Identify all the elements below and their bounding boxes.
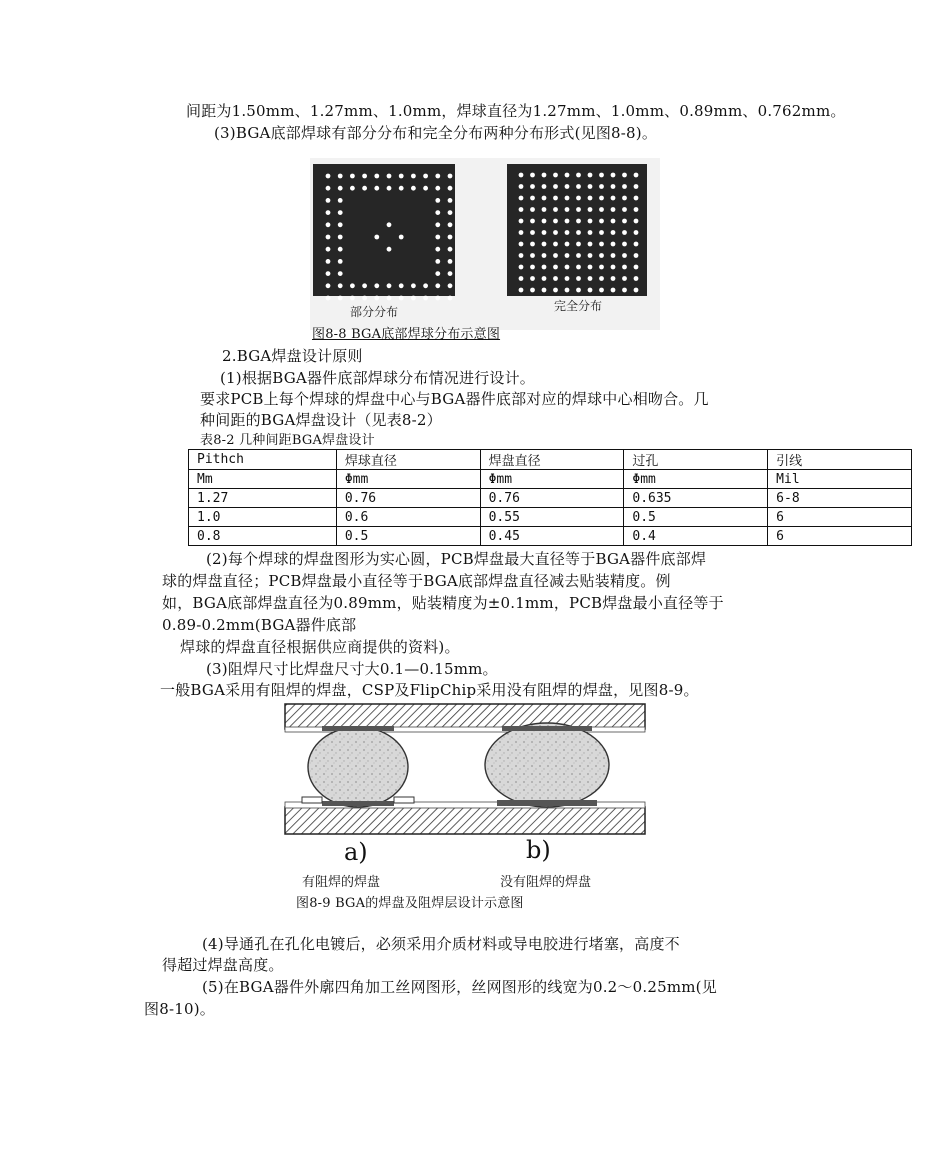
table-cell: Φmm	[336, 470, 480, 489]
solder-ball-dot	[435, 210, 440, 215]
text-line-8: 球的焊盘直径；PCB焊盘最小直径等于BGA底部焊盘直径减去贴装精度。例	[162, 572, 671, 590]
solder-ball-dot	[530, 196, 535, 201]
label-full: 完全分布	[554, 299, 603, 313]
solder-ball-dot	[542, 196, 547, 201]
solder-ball-dot	[387, 247, 392, 252]
solder-ball-dot	[599, 276, 604, 281]
solder-ball-dot	[519, 242, 524, 247]
text-line-17: 图8-10)。	[144, 1000, 215, 1018]
solder-ball-dot	[576, 173, 581, 178]
solder-ball-dot	[634, 230, 639, 235]
solder-ball-dot	[611, 276, 616, 281]
solder-ball-dot	[622, 184, 627, 189]
solder-ball-dot	[387, 283, 392, 288]
solder-ball-dot	[542, 253, 547, 258]
solder-ball-dot	[553, 196, 558, 201]
table-cell: 0.4	[624, 527, 768, 546]
solder-ball-dot	[565, 242, 570, 247]
solder-ball-dot	[542, 173, 547, 178]
table-cell: 0.6	[336, 508, 480, 527]
solder-ball-dot	[576, 265, 581, 270]
solder-ball-dot	[588, 288, 593, 293]
table-row	[189, 450, 912, 470]
bottom-board	[285, 807, 645, 834]
text-line-13: 一般BGA采用有阻焊的焊盘，CSP及FlipChip采用没有阻焊的焊盘，见图8-9。	[160, 681, 699, 699]
solder-ball-dot	[435, 296, 440, 301]
solder-ball-dot	[576, 242, 581, 247]
table-cell: Pithch	[189, 450, 337, 470]
text-line-11: 焊球的焊盘直径根据供应商提供的资料)。	[180, 638, 460, 656]
solder-ball-dot	[374, 235, 379, 240]
solder-ball-dot	[553, 288, 558, 293]
solder-ball-dot	[448, 283, 453, 288]
solder-ball-dot	[448, 186, 453, 191]
solder-ball-dot	[362, 174, 367, 179]
pad-b-bottom	[497, 800, 597, 806]
solder-ball-dot	[411, 296, 416, 301]
solder-ball-dot	[530, 207, 535, 212]
pad-a-top	[322, 726, 394, 731]
table-cell: Mil	[768, 470, 912, 489]
table-cell: Φmm	[624, 470, 768, 489]
table-cell: 6	[768, 508, 912, 527]
solder-ball-dot	[519, 265, 524, 270]
table-row	[189, 527, 912, 546]
solder-ball-dot	[542, 230, 547, 235]
figure-8-8-caption: 图8-8 BGA底部焊球分布示意图	[312, 327, 501, 342]
table-cell: 焊盘直径	[480, 450, 624, 470]
text-line-4: (1)根据BGA器件底部焊球分布情况进行设计。	[220, 369, 535, 387]
table-cell: Mm	[189, 470, 337, 489]
solder-ball-dot	[338, 259, 343, 264]
solder-ball-dot	[326, 186, 331, 191]
solder-ball-dot	[611, 265, 616, 270]
solder-ball-dot	[576, 276, 581, 281]
solder-ball-dot	[338, 247, 343, 252]
solder-ball-dot	[448, 235, 453, 240]
solder-ball-dot	[553, 276, 558, 281]
solder-ball-dot	[576, 196, 581, 201]
table-row	[189, 470, 912, 489]
solder-ball-dot	[553, 219, 558, 224]
solder-ball-a	[308, 727, 408, 807]
solder-ball-dot	[530, 242, 535, 247]
solder-ball-dot	[565, 288, 570, 293]
solder-ball-dot	[519, 196, 524, 201]
solder-ball-dot	[588, 173, 593, 178]
solder-ball-dot	[576, 230, 581, 235]
text-line-16: (5)在BGA器件外廓四角加工丝网图形，丝网图形的线宽为0.2～0.25mm(见	[202, 978, 717, 996]
figure-8-9-caption: 图8-9 BGA的焊盘及阻焊层设计示意图	[296, 896, 524, 911]
solder-ball-dot	[542, 184, 547, 189]
table-caption: 表8-2 几种间距BGA焊盘设计	[200, 433, 375, 448]
solder-ball-dot	[338, 222, 343, 227]
pad-a-bottom	[322, 801, 394, 806]
solder-ball-dot	[622, 196, 627, 201]
solder-ball-dot	[338, 283, 343, 288]
label-partial: 部分分布	[350, 305, 399, 319]
solder-ball-dot	[542, 265, 547, 270]
solder-ball-dot	[565, 219, 570, 224]
solder-ball-dot	[519, 276, 524, 281]
solder-ball-dot	[423, 296, 428, 301]
solder-ball-dot	[611, 219, 616, 224]
solder-ball-dot	[387, 296, 392, 301]
text-line-2: (3)BGA底部焊球有部分分布和完全分布两种分布形式(见图8-8)。	[214, 124, 658, 142]
solder-ball-dot	[611, 173, 616, 178]
solder-ball-dot	[576, 219, 581, 224]
solder-ball-dot	[519, 230, 524, 235]
solder-ball-dot	[611, 207, 616, 212]
solder-ball-dot	[622, 276, 627, 281]
text-line-15: 得超过焊盘高度。	[162, 956, 284, 974]
solder-ball-dot	[622, 288, 627, 293]
table-row	[189, 489, 912, 508]
solder-ball-dot	[519, 288, 524, 293]
solder-ball-dot	[519, 207, 524, 212]
solder-ball-dot	[634, 173, 639, 178]
solder-ball-dot	[542, 207, 547, 212]
solder-ball-dot	[338, 210, 343, 215]
solder-ball-dot	[350, 174, 355, 179]
solder-ball-dot	[622, 207, 627, 212]
solder-ball-dot	[435, 259, 440, 264]
solder-ball-dot	[576, 207, 581, 212]
solder-ball-dot	[448, 198, 453, 203]
solder-ball-dot	[519, 253, 524, 258]
solder-ball-dot	[611, 196, 616, 201]
solder-ball-dot	[599, 230, 604, 235]
solder-ball-dot	[576, 253, 581, 258]
mask-a-left	[302, 797, 322, 803]
solder-ball-dot	[423, 186, 428, 191]
table-cell: 0.45	[480, 527, 624, 546]
solder-ball-dot	[599, 288, 604, 293]
section-heading: 2.BGA焊盘设计原则	[222, 347, 363, 365]
text-line-6: 种间距的BGA焊盘设计（见表8-2）	[200, 411, 442, 429]
solder-ball-dot	[599, 184, 604, 189]
solder-ball-dot	[588, 219, 593, 224]
figure-8-9	[282, 700, 652, 900]
solder-ball-dot	[448, 247, 453, 252]
solder-ball-dot	[553, 173, 558, 178]
table-cell: Φmm	[480, 470, 624, 489]
solder-ball-dot	[411, 174, 416, 179]
solder-ball-dot	[338, 186, 343, 191]
table-cell: 0.76	[336, 489, 480, 508]
solder-ball-dot	[350, 186, 355, 191]
solder-ball-dot	[634, 219, 639, 224]
solder-ball-dot	[435, 174, 440, 179]
solder-ball-dot	[634, 288, 639, 293]
pad-b-top	[502, 726, 592, 731]
solder-ball-dot	[622, 242, 627, 247]
solder-ball-dot	[588, 196, 593, 201]
solder-ball-dot	[399, 174, 404, 179]
solder-ball-dot	[622, 219, 627, 224]
solder-ball-dot	[519, 219, 524, 224]
solder-ball-dot	[519, 173, 524, 178]
solder-ball-dot	[622, 173, 627, 178]
solder-ball-dot	[338, 271, 343, 276]
solder-ball-dot	[435, 186, 440, 191]
solder-ball-dot	[448, 296, 453, 301]
table-row	[189, 508, 912, 527]
solder-ball-dot	[542, 219, 547, 224]
solder-ball-dot	[387, 222, 392, 227]
solder-ball-dot	[530, 253, 535, 258]
solder-ball-dot	[542, 276, 547, 281]
top-board	[285, 704, 645, 729]
solder-ball-dot	[542, 242, 547, 247]
solder-ball-dot	[622, 253, 627, 258]
solder-ball-dot	[588, 276, 593, 281]
table-cell: 6-8	[768, 489, 912, 508]
solder-ball-dot	[530, 184, 535, 189]
solder-ball-dot	[326, 174, 331, 179]
solder-ball-dot	[448, 210, 453, 215]
solder-ball-dot	[634, 265, 639, 270]
solder-ball-dot	[611, 230, 616, 235]
solder-ball-dot	[565, 276, 570, 281]
solder-ball-dot	[411, 283, 416, 288]
solder-ball-dot	[530, 230, 535, 235]
solder-ball-dot	[326, 235, 331, 240]
solder-ball-dot	[338, 296, 343, 301]
solder-ball-dot	[423, 283, 428, 288]
solder-ball-dot	[634, 242, 639, 247]
solder-ball-dot	[435, 222, 440, 227]
solder-ball-dot	[553, 265, 558, 270]
solder-ball-dot	[530, 276, 535, 281]
text-line-7: (2)每个焊球的焊盘图形为实心圆，PCB焊盘最大直径等于BGA器件底部焊	[206, 550, 707, 568]
table-cell: 0.8	[189, 527, 337, 546]
table-cell: 过孔	[624, 450, 768, 470]
solder-ball-dot	[435, 235, 440, 240]
solder-ball-dot	[634, 253, 639, 258]
table-cell: 0.5	[336, 527, 480, 546]
solder-ball-dot	[326, 259, 331, 264]
table-cell: 0.5	[624, 508, 768, 527]
table-cell: 0.635	[624, 489, 768, 508]
solder-ball-dot	[588, 253, 593, 258]
solder-ball-dot	[326, 283, 331, 288]
solder-ball-dot	[374, 174, 379, 179]
solder-ball-dot	[588, 184, 593, 189]
text-line-14: (4)导通孔在孔化电镀后，必须采用介质材料或导电胶进行堵塞，高度不	[202, 935, 680, 953]
solder-ball-dot	[350, 283, 355, 288]
solder-ball-dot	[553, 253, 558, 258]
sub-label-b: 没有阻焊的焊盘	[500, 875, 592, 890]
solder-ball-dot	[362, 186, 367, 191]
solder-ball-dot	[435, 247, 440, 252]
table-cell: 0.55	[480, 508, 624, 527]
figure-8-8	[310, 158, 660, 330]
solder-ball-dot	[553, 230, 558, 235]
table-cell: 0.76	[480, 489, 624, 508]
solder-ball-dot	[435, 198, 440, 203]
solder-ball-dot	[530, 173, 535, 178]
table-cell: 1.27	[189, 489, 337, 508]
solder-ball-dot	[565, 207, 570, 212]
solder-ball-dot	[565, 173, 570, 178]
solder-ball-dot	[530, 265, 535, 270]
solder-ball-dot	[374, 283, 379, 288]
solder-ball-dot	[622, 265, 627, 270]
solder-ball-dot	[599, 242, 604, 247]
mask-a-right	[394, 797, 414, 803]
solder-ball-dot	[448, 271, 453, 276]
solder-ball-dot	[588, 207, 593, 212]
solder-ball-dot	[576, 288, 581, 293]
solder-ball-dot	[435, 283, 440, 288]
text-line-12: (3)阻焊尺寸比焊盘尺寸大0.1—0.15mm。	[206, 660, 498, 678]
solder-ball-dot	[611, 242, 616, 247]
solder-ball-dot	[338, 174, 343, 179]
solder-ball-dot	[588, 230, 593, 235]
solder-ball-dot	[387, 174, 392, 179]
solder-ball-dot	[576, 184, 581, 189]
solder-ball-dot	[326, 222, 331, 227]
solder-ball-dot	[530, 288, 535, 293]
solder-ball-dot	[338, 198, 343, 203]
solder-ball-dot	[599, 173, 604, 178]
solder-ball-dot	[553, 242, 558, 247]
solder-ball-dot	[634, 184, 639, 189]
solder-ball-dot	[350, 296, 355, 301]
solder-ball-dot	[622, 230, 627, 235]
solder-ball-dot	[634, 196, 639, 201]
solder-ball-dot	[448, 222, 453, 227]
sub-label-a: 有阻焊的焊盘	[302, 875, 381, 890]
solder-ball-dot	[374, 186, 379, 191]
solder-ball-dot	[326, 198, 331, 203]
solder-ball-dot	[448, 259, 453, 264]
solder-ball-dot	[611, 253, 616, 258]
table-cell: 1.0	[189, 508, 337, 527]
table-cell: 焊球直径	[336, 450, 480, 470]
solder-ball-dot	[399, 296, 404, 301]
label-b: b)	[526, 836, 551, 864]
solder-ball-dot	[565, 253, 570, 258]
solder-ball-dot	[399, 235, 404, 240]
solder-ball-dot	[565, 230, 570, 235]
text-line-1: 间距为1.50mm、1.27mm、1.0mm，焊球直径为1.27mm、1.0mm、0.89mm、0.762mm。	[186, 102, 846, 120]
partial-distribution-chip	[313, 164, 455, 296]
solder-ball-b	[485, 723, 609, 807]
solder-ball-dot	[611, 288, 616, 293]
solder-ball-dot	[599, 207, 604, 212]
solder-ball-dot	[435, 271, 440, 276]
solder-ball-dot	[326, 271, 331, 276]
bga-ball-distribution-illustration	[310, 158, 660, 330]
solder-ball-dot	[387, 186, 392, 191]
solder-ball-dot	[634, 207, 639, 212]
solder-ball-dot	[542, 288, 547, 293]
solder-ball-dot	[423, 174, 428, 179]
solder-ball-dot	[530, 219, 535, 224]
solder-ball-dot	[338, 235, 343, 240]
solder-ball-dot	[411, 186, 416, 191]
solder-ball-dot	[599, 196, 604, 201]
solder-ball-dot	[374, 296, 379, 301]
solder-ball-dot	[326, 210, 331, 215]
text-line-5: 要求PCB上每个焊球的焊盘中心与BGA器件底部对应的焊球中心相吻合。几	[200, 390, 709, 408]
text-line-9: 如，BGA底部焊盘直径为0.89mm，贴装精度为±0.1mm，PCB焊盘最小直径等于	[162, 594, 724, 612]
table-cell: 6	[768, 527, 912, 546]
solder-ball-dot	[519, 184, 524, 189]
solder-ball-dot	[565, 196, 570, 201]
bga-pad-design-table	[188, 449, 912, 546]
solder-ball-dot	[326, 247, 331, 252]
solder-ball-dot	[611, 184, 616, 189]
solder-ball-dot	[448, 174, 453, 179]
solder-ball-dot	[599, 219, 604, 224]
solder-ball-dot	[399, 186, 404, 191]
solder-ball-dot	[553, 207, 558, 212]
solder-ball-dot	[565, 184, 570, 189]
solder-ball-dot	[599, 265, 604, 270]
solder-ball-dot	[362, 283, 367, 288]
table-cell: 引线	[768, 450, 912, 470]
solder-ball-dot	[553, 184, 558, 189]
full-distribution-chip	[507, 164, 647, 296]
solder-ball-dot	[399, 283, 404, 288]
solder-ball-dot	[326, 296, 331, 301]
text-line-10: 0.89-0.2mm(BGA器件底部	[162, 616, 357, 634]
label-a: a)	[344, 838, 368, 866]
solder-ball-dot	[588, 265, 593, 270]
solder-ball-dot	[362, 296, 367, 301]
solder-ball-dot	[565, 265, 570, 270]
solder-ball-dot	[599, 253, 604, 258]
bga-pad-solder-mask-illustration	[282, 700, 652, 900]
solder-ball-dot	[634, 276, 639, 281]
solder-ball-dot	[588, 242, 593, 247]
